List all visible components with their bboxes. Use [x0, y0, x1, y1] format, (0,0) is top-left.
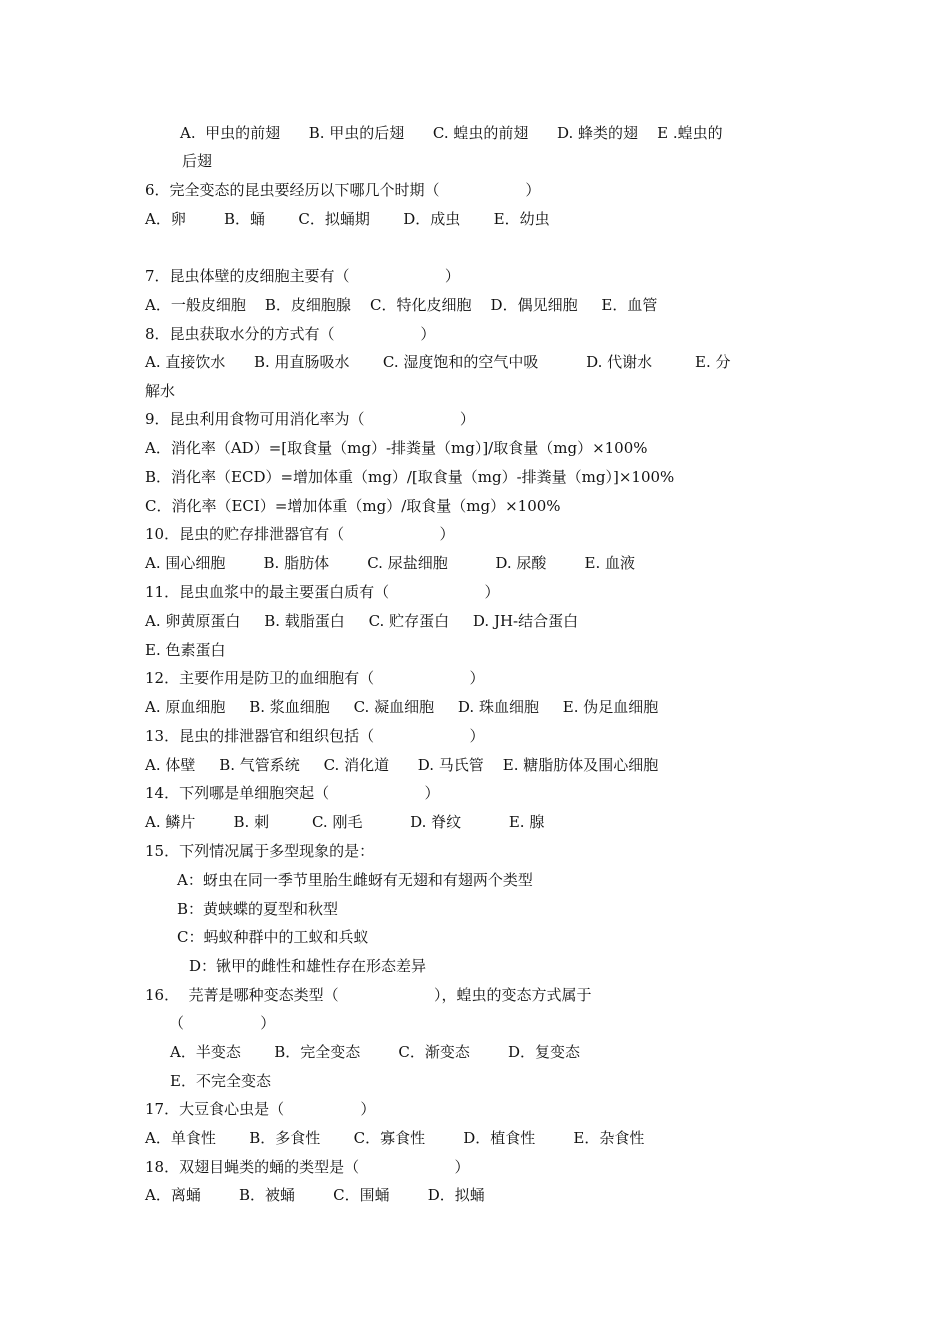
- q17-options: A．单食性 B．多食性 C．寡食性 D．植食性 E．杂食性: [145, 1129, 645, 1147]
- q16-question-line1: 16． 芫菁是哪种变态类型（ ），蝗虫的变态方式属于: [145, 986, 592, 1004]
- q15-option-b: B：黄蛱蝶的夏型和秋型: [177, 900, 339, 918]
- q16-options-line2: E．不完全变态: [170, 1072, 271, 1090]
- q15-option-c: C：蚂蚁种群中的工蚁和兵蚁: [177, 928, 369, 946]
- q15-option-d: D：锹甲的雌性和雄性存在形态差异: [189, 957, 427, 975]
- q18-options: A．离蛹 B．被蛹 C．围蛹 D．拟蛹: [145, 1186, 485, 1204]
- q15-question: 15．下列情况属于多型现象的是：: [145, 842, 375, 860]
- q10-question: 10．昆虫的贮存排泄器官有（ ）: [145, 525, 455, 543]
- q8-options-line1: A. 直接饮水 B. 用直肠吸水 C. 湿度饱和的空气中吸 D. 代谢水 E. 分: [145, 353, 731, 371]
- q14-question: 14．下列哪是单细胞突起（ ）: [145, 784, 440, 802]
- q13-options: A. 体壁 B. 气管系统 C. 消化道 D. 马氏管 E. 糖脂肪体及围心细胞: [145, 756, 659, 774]
- q15-option-a: A：蚜虫在同一季节里胎生雌蚜有无翅和有翅两个类型: [177, 871, 533, 889]
- q5-options-line1: A. 甲虫的前翅 B. 甲虫的后翅 C. 蝗虫的前翅 D. 蜂类的翅 E .蝗虫的: [180, 124, 723, 142]
- q9-option-c: C．消化率（ECI）=增加体重（mg）/取食量（mg）×100%: [145, 497, 561, 515]
- q8-question: 8．昆虫获取水分的方式有（ ）: [145, 325, 436, 343]
- q7-question: 7．昆虫体壁的皮细胞主要有（ ）: [145, 267, 460, 285]
- q6-options: A．卵 B．蛹 C．拟蛹期 D．成虫 E．幼虫: [145, 210, 550, 228]
- q16-question-line2: （ ）: [169, 1014, 276, 1032]
- q9-option-b: B．消化率（ECD）=增加体重（mg）/[取食量（mg）-排粪量（mg）]×100%: [145, 468, 675, 486]
- q5-options-line2: 后翅: [182, 152, 213, 170]
- q18-question: 18．双翅目蝇类的蛹的类型是（ ）: [145, 1158, 470, 1176]
- q16-options-line1: A．半变态 B．完全变态 C．渐变态 D．复变态: [170, 1043, 581, 1061]
- q8-options-line2: 解水: [145, 382, 176, 400]
- q11-question: 11．昆虫血浆中的最主要蛋白质有（ ）: [145, 583, 500, 601]
- q17-question: 17．大豆食心虫是（ ）: [145, 1100, 376, 1118]
- q12-question: 12．主要作用是防卫的血细胞有（ ）: [145, 669, 485, 687]
- q7-options: A．一般皮细胞 B．皮细胞腺 C．特化皮细胞 D．偶见细胞 E．血管: [145, 296, 658, 314]
- q10-options: A. 围心细胞 B. 脂肪体 C. 尿盐细胞 D. 尿酸 E. 血液: [145, 554, 636, 572]
- q6-question: 6．完全变态的昆虫要经历以下哪几个时期（ ）: [145, 181, 541, 199]
- q14-options: A. 鳞片 B. 刺 C. 刚毛 D. 脊纹 E. 腺: [145, 813, 545, 831]
- q9-option-a: A．消化率（AD）=[取食量（mg）-排粪量（mg）]/取食量（mg）×100%: [145, 439, 648, 457]
- q11-options-line1: A. 卵黄原蛋白 B. 载脂蛋白 C. 贮存蛋白 D. JH-结合蛋白: [145, 612, 579, 630]
- q11-options-line2: E. 色素蛋白: [145, 641, 226, 659]
- q13-question: 13．昆虫的排泄器官和组织包括（ ）: [145, 727, 485, 745]
- q12-options: A. 原血细胞 B. 浆血细胞 C. 凝血细胞 D. 珠血细胞 E. 伪足血细胞: [145, 698, 659, 716]
- q9-question: 9．昆虫利用食物可用消化率为（ ）: [145, 410, 475, 428]
